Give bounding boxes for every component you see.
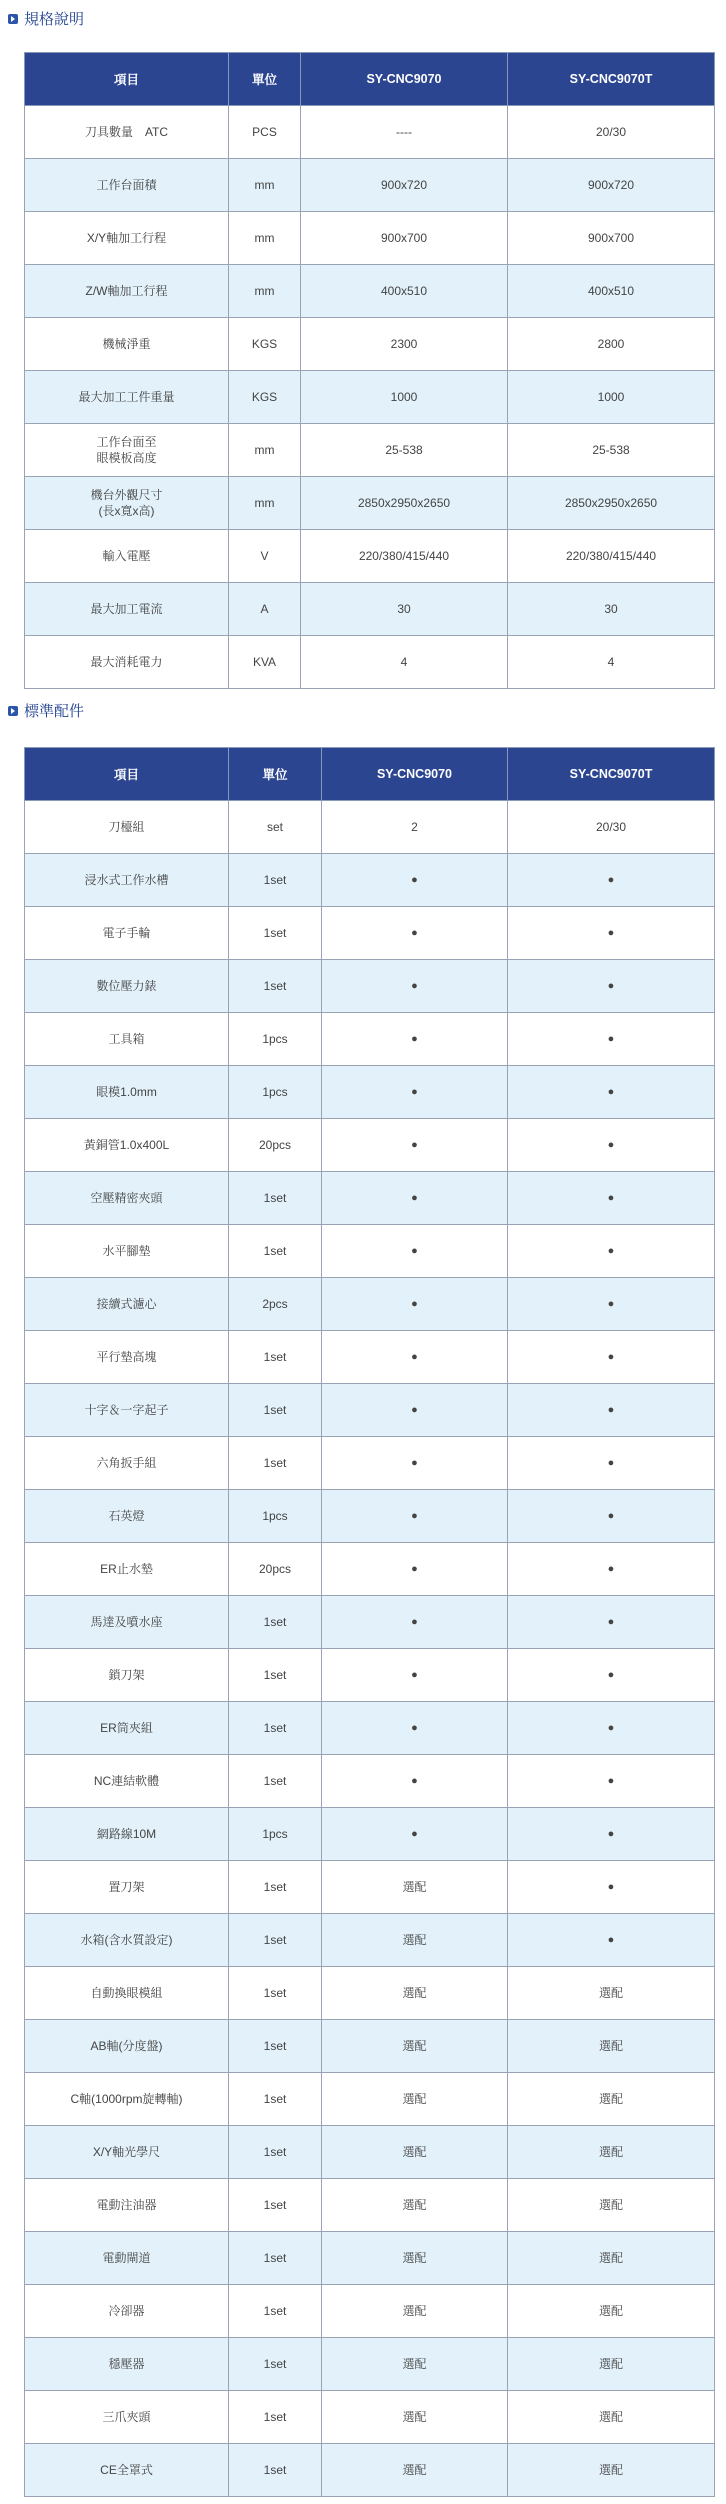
unit-cell: mm [229, 159, 301, 212]
unit-cell: set [229, 801, 322, 854]
accessory-row [25, 1702, 715, 1755]
unit-cell: 20pcs [229, 1543, 322, 1596]
accessory-row [25, 1967, 715, 2020]
model-9070t-cell: 900x700 [508, 212, 715, 265]
model-9070t-cell: 2850x2950x2650 [508, 477, 715, 530]
item-cell: 刀具數量 ATC [25, 106, 229, 159]
model-9070-cell: 選配 [322, 1967, 508, 2020]
unit-cell: 1set [229, 2391, 322, 2444]
accessory-row [25, 1914, 715, 1967]
model-9070-cell: 選配 [322, 2444, 508, 2497]
model-9070-cell: ● [322, 854, 508, 907]
model-9070t-cell: 20/30 [508, 801, 715, 854]
accessory-row [25, 2444, 715, 2497]
model-9070t-cell: ● [508, 1119, 715, 1172]
item-cell: 最大加工電流 [25, 583, 229, 636]
model-9070-cell: ● [322, 1437, 508, 1490]
model-9070-cell: 900x700 [301, 212, 508, 265]
model-9070-cell: 1000 [301, 371, 508, 424]
item-cell: 工作台面至 眼模板高度 [25, 424, 229, 477]
model-9070-cell: 2300 [301, 318, 508, 371]
unit-cell: V [229, 530, 301, 583]
header-item: 項目 [25, 53, 229, 106]
model-9070-cell: 選配 [322, 2391, 508, 2444]
unit-cell: mm [229, 265, 301, 318]
item-cell: 電子手輪 [25, 907, 229, 960]
item-cell: 刀檯組 [25, 801, 229, 854]
item-cell: 水平腳墊 [25, 1225, 229, 1278]
header-item: 項目 [25, 748, 229, 801]
unit-cell: 1set [229, 2073, 322, 2126]
accessory-row [25, 1384, 715, 1437]
unit-cell: 1set [229, 2126, 322, 2179]
model-9070t-cell: 選配 [508, 2391, 715, 2444]
item-cell: 平行墊高塊 [25, 1331, 229, 1384]
model-9070t-cell: 20/30 [508, 106, 715, 159]
item-cell: 浸水式工作水槽 [25, 854, 229, 907]
unit-cell: A [229, 583, 301, 636]
item-cell: 工具箱 [25, 1013, 229, 1066]
model-9070-cell: 220/380/415/440 [301, 530, 508, 583]
item-cell: 黃銅管1.0x400L [25, 1119, 229, 1172]
accessory-row [25, 1278, 715, 1331]
accessory-row [25, 2179, 715, 2232]
model-9070t-cell: ● [508, 1808, 715, 1861]
model-9070t-cell: ● [508, 1596, 715, 1649]
item-cell: 輸入電壓 [25, 530, 229, 583]
model-9070t-cell: 2800 [508, 318, 715, 371]
model-9070t-cell: 選配 [508, 2179, 715, 2232]
model-9070t-cell: 選配 [508, 2126, 715, 2179]
header-model-9070: SY-CNC9070 [322, 748, 508, 801]
model-9070t-cell: 選配 [508, 2020, 715, 2073]
model-9070-cell: ● [322, 1066, 508, 1119]
model-9070-cell: 選配 [322, 2073, 508, 2126]
item-cell: NC連結軟體 [25, 1755, 229, 1808]
model-9070t-cell: ● [508, 1914, 715, 1967]
model-9070t-cell: 選配 [508, 2338, 715, 2391]
spec-row [25, 583, 715, 636]
item-cell: 網路線10M [25, 1808, 229, 1861]
model-9070t-cell: 220/380/415/440 [508, 530, 715, 583]
item-cell: 機械淨重 [25, 318, 229, 371]
spec-row [25, 477, 715, 530]
model-9070t-cell: ● [508, 1543, 715, 1596]
spec-row [25, 636, 715, 689]
accessory-row [25, 801, 715, 854]
item-cell: 眼模1.0mm [25, 1066, 229, 1119]
model-9070t-cell: 選配 [508, 2285, 715, 2338]
model-9070-cell: ● [322, 1225, 508, 1278]
unit-cell: 1set [229, 2285, 322, 2338]
model-9070-cell: ● [322, 960, 508, 1013]
model-9070t-cell: ● [508, 1172, 715, 1225]
accessory-section-title [8, 700, 84, 721]
model-9070-cell: ● [322, 1649, 508, 1702]
header-unit: 單位 [229, 748, 322, 801]
accessory-row [25, 1649, 715, 1702]
item-cell: X/Y軸光學尺 [25, 2126, 229, 2179]
accessory-row [25, 2391, 715, 2444]
item-cell: AB軸(分度盤) [25, 2020, 229, 2073]
model-9070t-cell: ● [508, 1013, 715, 1066]
item-cell: 十字＆一字起子 [25, 1384, 229, 1437]
accessory-row [25, 2232, 715, 2285]
unit-cell: 1set [229, 1225, 322, 1278]
model-9070-cell: 選配 [322, 1914, 508, 1967]
item-cell: 空壓精密夾頭 [25, 1172, 229, 1225]
accessory-row [25, 1066, 715, 1119]
unit-cell: 1set [229, 1649, 322, 1702]
model-9070-cell: ● [322, 1490, 508, 1543]
item-cell: Z/W軸加工行程 [25, 265, 229, 318]
model-9070t-cell: ● [508, 1278, 715, 1331]
model-9070-cell: ● [322, 1702, 508, 1755]
unit-cell: 1set [229, 1967, 322, 2020]
item-cell: 石英燈 [25, 1490, 229, 1543]
model-9070-cell: ● [322, 1384, 508, 1437]
unit-cell: 1set [229, 1702, 322, 1755]
unit-cell: 1set [229, 1914, 322, 1967]
unit-cell: 1set [229, 2232, 322, 2285]
model-9070t-cell: 選配 [508, 1967, 715, 2020]
spec-row [25, 159, 715, 212]
accessory-row [25, 1013, 715, 1066]
spec-row [25, 371, 715, 424]
model-9070-cell: 選配 [322, 2338, 508, 2391]
item-cell: 工作台面積 [25, 159, 229, 212]
accessory-row [25, 1596, 715, 1649]
spec-row [25, 265, 715, 318]
accessory-title-text: 標準配件 [24, 703, 85, 720]
item-cell: 六角扳手組 [25, 1437, 229, 1490]
model-9070t-cell: 選配 [508, 2444, 715, 2497]
model-9070-cell: 選配 [322, 2020, 508, 2073]
spec-table [24, 52, 715, 689]
model-9070-cell: 選配 [322, 1861, 508, 1914]
accessory-header-row [25, 748, 715, 801]
unit-cell: KGS [229, 318, 301, 371]
unit-cell: PCS [229, 106, 301, 159]
accessory-row [25, 1225, 715, 1278]
accessory-row [25, 1861, 715, 1914]
unit-cell: 1set [229, 1437, 322, 1490]
model-9070-cell: 400x510 [301, 265, 508, 318]
item-cell: CE全罩式 [25, 2444, 229, 2497]
item-cell: 水箱(含水質設定) [25, 1914, 229, 1967]
model-9070-cell: 選配 [322, 2232, 508, 2285]
accessory-row [25, 960, 715, 1013]
unit-cell: 1set [229, 2338, 322, 2391]
model-9070-cell: 選配 [322, 2179, 508, 2232]
model-9070t-cell: ● [508, 1066, 715, 1119]
spec-row [25, 424, 715, 477]
spec-title-text: 規格說明 [24, 11, 85, 28]
accessory-row [25, 1543, 715, 1596]
item-cell: C軸(1000rpm旋轉軸) [25, 2073, 229, 2126]
model-9070-cell: 選配 [322, 2126, 508, 2179]
item-cell: 接續式濾心 [25, 1278, 229, 1331]
section-arrow-icon [8, 706, 18, 716]
accessory-row [25, 1808, 715, 1861]
model-9070t-cell: 30 [508, 583, 715, 636]
spec-section-title [8, 8, 84, 29]
model-9070t-cell: ● [508, 1649, 715, 1702]
accessory-row [25, 2020, 715, 2073]
item-cell: ER止水墊 [25, 1543, 229, 1596]
item-cell: 電動注油器 [25, 2179, 229, 2232]
model-9070t-cell: ● [508, 854, 715, 907]
item-cell: 置刀架 [25, 1861, 229, 1914]
item-cell: 電動閘道 [25, 2232, 229, 2285]
model-9070-cell: ● [322, 907, 508, 960]
unit-cell: 1set [229, 1384, 322, 1437]
item-cell: 冷卻器 [25, 2285, 229, 2338]
model-9070t-cell: 選配 [508, 2073, 715, 2126]
model-9070t-cell: ● [508, 1225, 715, 1278]
accessory-row [25, 1490, 715, 1543]
item-cell: 數位壓力錶 [25, 960, 229, 1013]
unit-cell: 1set [229, 2020, 322, 2073]
accessory-row [25, 1172, 715, 1225]
model-9070-cell: 900x720 [301, 159, 508, 212]
header-model-9070t: SY-CNC9070T [508, 53, 715, 106]
model-9070-cell: ● [322, 1808, 508, 1861]
model-9070-cell: 4 [301, 636, 508, 689]
unit-cell: 2pcs [229, 1278, 322, 1331]
spec-row [25, 212, 715, 265]
unit-cell: 1set [229, 1596, 322, 1649]
item-cell: 自動換眼模組 [25, 1967, 229, 2020]
model-9070t-cell: ● [508, 1755, 715, 1808]
accessory-table [24, 747, 715, 2497]
model-9070t-cell: 1000 [508, 371, 715, 424]
accessory-row [25, 2073, 715, 2126]
accessory-row [25, 1119, 715, 1172]
model-9070-cell: 25-538 [301, 424, 508, 477]
unit-cell: 1set [229, 854, 322, 907]
model-9070t-cell: 400x510 [508, 265, 715, 318]
model-9070-cell: ● [322, 1278, 508, 1331]
item-cell: 機台外觀尺寸 (長x寬x高) [25, 477, 229, 530]
accessory-row [25, 1755, 715, 1808]
model-9070t-cell: ● [508, 1384, 715, 1437]
header-model-9070t: SY-CNC9070T [508, 748, 715, 801]
unit-cell: 1set [229, 907, 322, 960]
model-9070t-cell: ● [508, 1331, 715, 1384]
accessory-row [25, 854, 715, 907]
model-9070-cell: 選配 [322, 2285, 508, 2338]
unit-cell: 1set [229, 2179, 322, 2232]
model-9070t-cell: ● [508, 1861, 715, 1914]
model-9070t-cell: ● [508, 1702, 715, 1755]
model-9070t-cell: 4 [508, 636, 715, 689]
model-9070-cell: ● [322, 1596, 508, 1649]
header-unit: 單位 [229, 53, 301, 106]
unit-cell: 1set [229, 960, 322, 1013]
accessory-row [25, 1331, 715, 1384]
unit-cell: 1set [229, 1331, 322, 1384]
unit-cell: 1pcs [229, 1490, 322, 1543]
item-cell: 三爪夾頭 [25, 2391, 229, 2444]
model-9070t-cell: 選配 [508, 2232, 715, 2285]
model-9070t-cell: 900x720 [508, 159, 715, 212]
unit-cell: 1pcs [229, 1808, 322, 1861]
accessory-row [25, 907, 715, 960]
item-cell: 穩壓器 [25, 2338, 229, 2391]
model-9070-cell: ● [322, 1119, 508, 1172]
unit-cell: 1set [229, 1172, 322, 1225]
model-9070t-cell: ● [508, 1437, 715, 1490]
spec-header-row [25, 53, 715, 106]
spec-row [25, 106, 715, 159]
unit-cell: 1set [229, 1861, 322, 1914]
section-arrow-icon [8, 14, 18, 24]
unit-cell: 1set [229, 1755, 322, 1808]
unit-cell: 1pcs [229, 1066, 322, 1119]
item-cell: ER筒夾組 [25, 1702, 229, 1755]
accessory-row [25, 2126, 715, 2179]
model-9070-cell: ● [322, 1543, 508, 1596]
model-9070-cell: ---- [301, 106, 508, 159]
model-9070-cell: ● [322, 1172, 508, 1225]
unit-cell: mm [229, 477, 301, 530]
item-cell: X/Y軸加工行程 [25, 212, 229, 265]
accessory-row [25, 1437, 715, 1490]
unit-cell: 1set [229, 2444, 322, 2497]
unit-cell: mm [229, 424, 301, 477]
unit-cell: 1pcs [229, 1013, 322, 1066]
model-9070t-cell: ● [508, 960, 715, 1013]
model-9070-cell: ● [322, 1013, 508, 1066]
item-cell: 最大消耗電力 [25, 636, 229, 689]
model-9070-cell: ● [322, 1331, 508, 1384]
header-model-9070: SY-CNC9070 [301, 53, 508, 106]
spec-row [25, 318, 715, 371]
item-cell: 最大加工工件重量 [25, 371, 229, 424]
unit-cell: KVA [229, 636, 301, 689]
model-9070-cell: ● [322, 1755, 508, 1808]
unit-cell: 20pcs [229, 1119, 322, 1172]
model-9070-cell: 30 [301, 583, 508, 636]
model-9070-cell: 2 [322, 801, 508, 854]
item-cell: 馬達及噴水座 [25, 1596, 229, 1649]
accessory-row [25, 2285, 715, 2338]
spec-row [25, 530, 715, 583]
model-9070t-cell: 25-538 [508, 424, 715, 477]
accessory-row [25, 2338, 715, 2391]
unit-cell: mm [229, 212, 301, 265]
model-9070t-cell: ● [508, 1490, 715, 1543]
unit-cell: KGS [229, 371, 301, 424]
model-9070t-cell: ● [508, 907, 715, 960]
item-cell: 鎖刀架 [25, 1649, 229, 1702]
model-9070-cell: 2850x2950x2650 [301, 477, 508, 530]
